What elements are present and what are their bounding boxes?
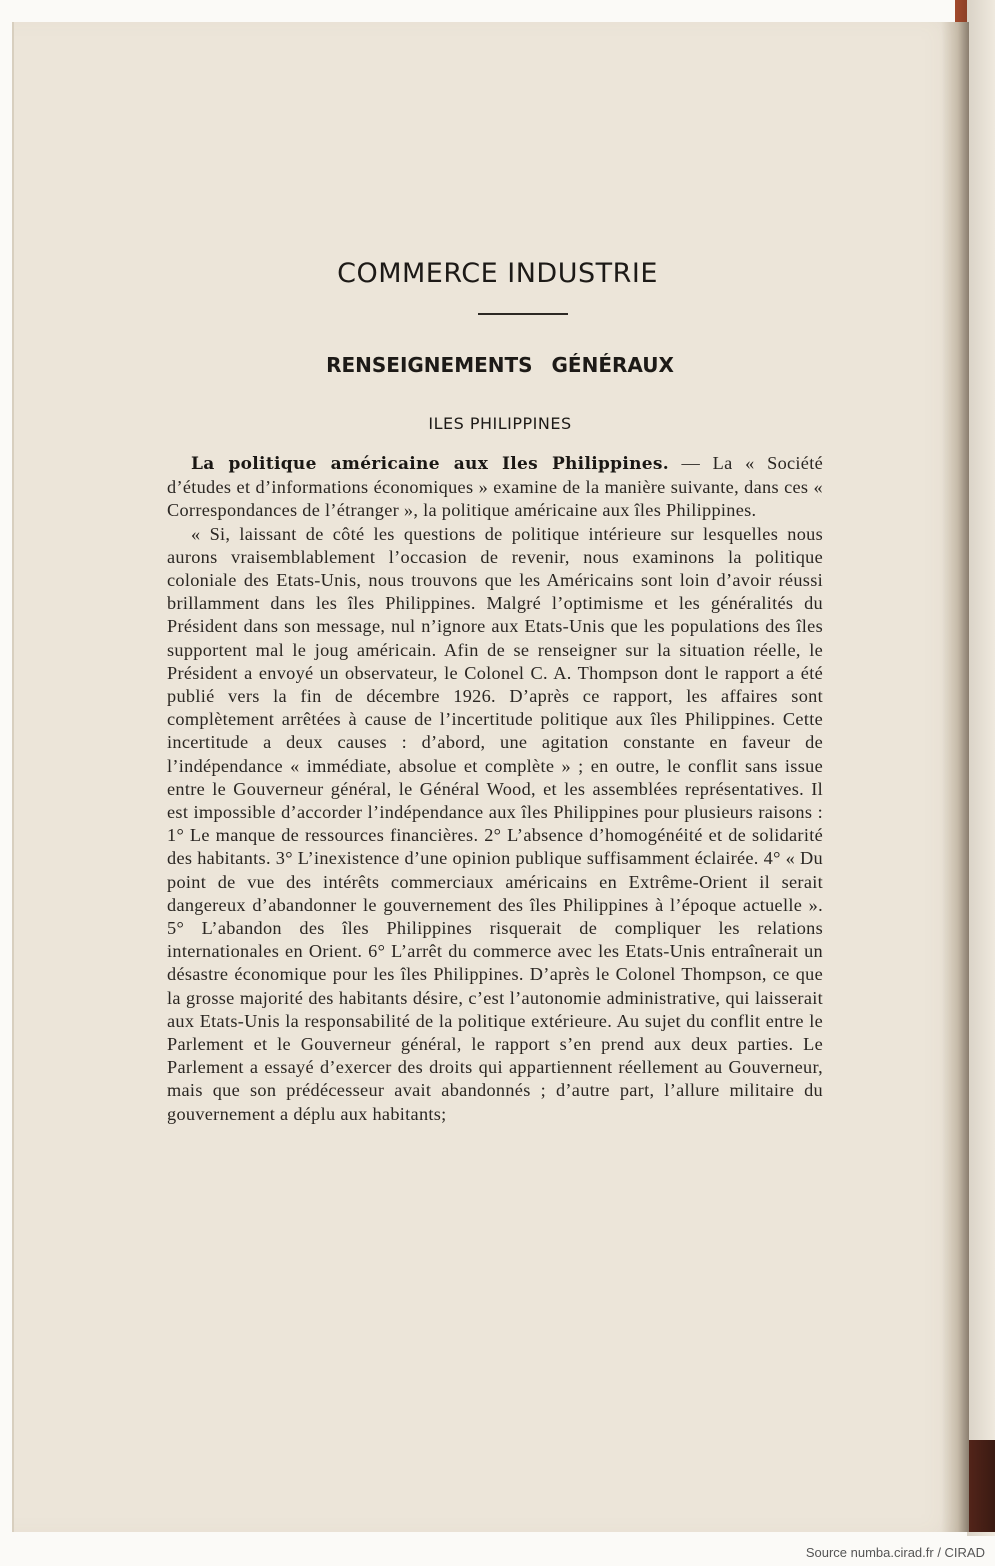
lead-heading: La politique américaine aux Iles Philippines. bbox=[191, 454, 669, 474]
subtitle: RENSEIGNEMENTS GÉNÉRAUX bbox=[326, 353, 674, 377]
title-divider bbox=[478, 313, 568, 315]
paragraph-lead bbox=[167, 452, 823, 523]
section-heading: ILES PHILIPPINES bbox=[428, 414, 572, 433]
source-credit: Source numba.cirad.fr / CIRAD bbox=[805, 1545, 985, 1560]
paragraph-2: « Si, laissant de côté les questions de politique intérieure sur lesquelles nous aurons vraisemblablement l’occasion de revenir, nous examinons la politique coloniale des Etats-Unis, nous trouvons que les Américains sont loin d’avoir réussi brillamment dans les îles Philippines. Malgré l’optimisme et les généralités du Président dans son message, nul n’ignore aux Etats-Unis que les populations des îles supportent mal le joug américain. Afin de se renseigner sur la situation réelle, le Président a envoyé un observateur, le Colonel C. A. Thompson dont le rapport a été publié vers la fin de décembre 1926. D’après ce rapport, les affaires sont complètement arrêtées à cause de l’incertitude politique aux îles Philippines. Cette incertitude a deux causes : d’abord, une agitation constante en faveur de l’indépendance « immédiate, absolue et complète » ; en outre, le conflit sans issue entre le Gouverneur général, le Général Wood, et les assemblées représentatives. Il est impossible d’accorder l’indépendance aux îles Philippines pour plusieurs raisons : 1° Le manque de ressources financières. 2° L’absence d’homogénéité et de solidarité des habitants. 3° L’inexistence d’une opinion publique suffisamment éclairée. 4° « Du point de vue des intérêts commerciaux américains en Extrême-Orient il serait dangereux d’abandonner le gouvernement des îles Philippines à l’époque actuelle ». 5° L’abandon des îles Philippines risquerait de compliquer les relations internationales en Orient. 6° L’arrêt du commerce avec les Etats-Unis entraînerait un désastre économique pour les îles Philippines. D’après le Colonel Thompson, ce que la grosse majorité des habitants désire, c’est l’autonomie administrative, qui laisserait aux Etats-Unis la responsabilité de la politique extérieure. Au sujet du conflit entre le Parlement et le Gouverneur général, le rapport s’en prend aux deux parties. Le Parlement a essayé d’exercer des droits qui appartiennent réellement au Gouverneur, mais que son prédécesseur avait abandonnés ; d’autre part, l’allure militaire du gouvernement a déplu aux habitants; bbox=[167, 523, 823, 1124]
page-title: COMMERCE INDUSTRIE bbox=[337, 258, 658, 289]
article-body bbox=[167, 452, 823, 1126]
book-cover-edge bbox=[967, 0, 995, 1536]
page-gutter-shadow bbox=[941, 22, 969, 1532]
paragraph-1-text: — La « Société d’études et d’informations économiques » examine de la manière suivante, dans ces « Correspondances de l’étranger », la politique américaine aux îles Philippines. bbox=[167, 453, 824, 521]
